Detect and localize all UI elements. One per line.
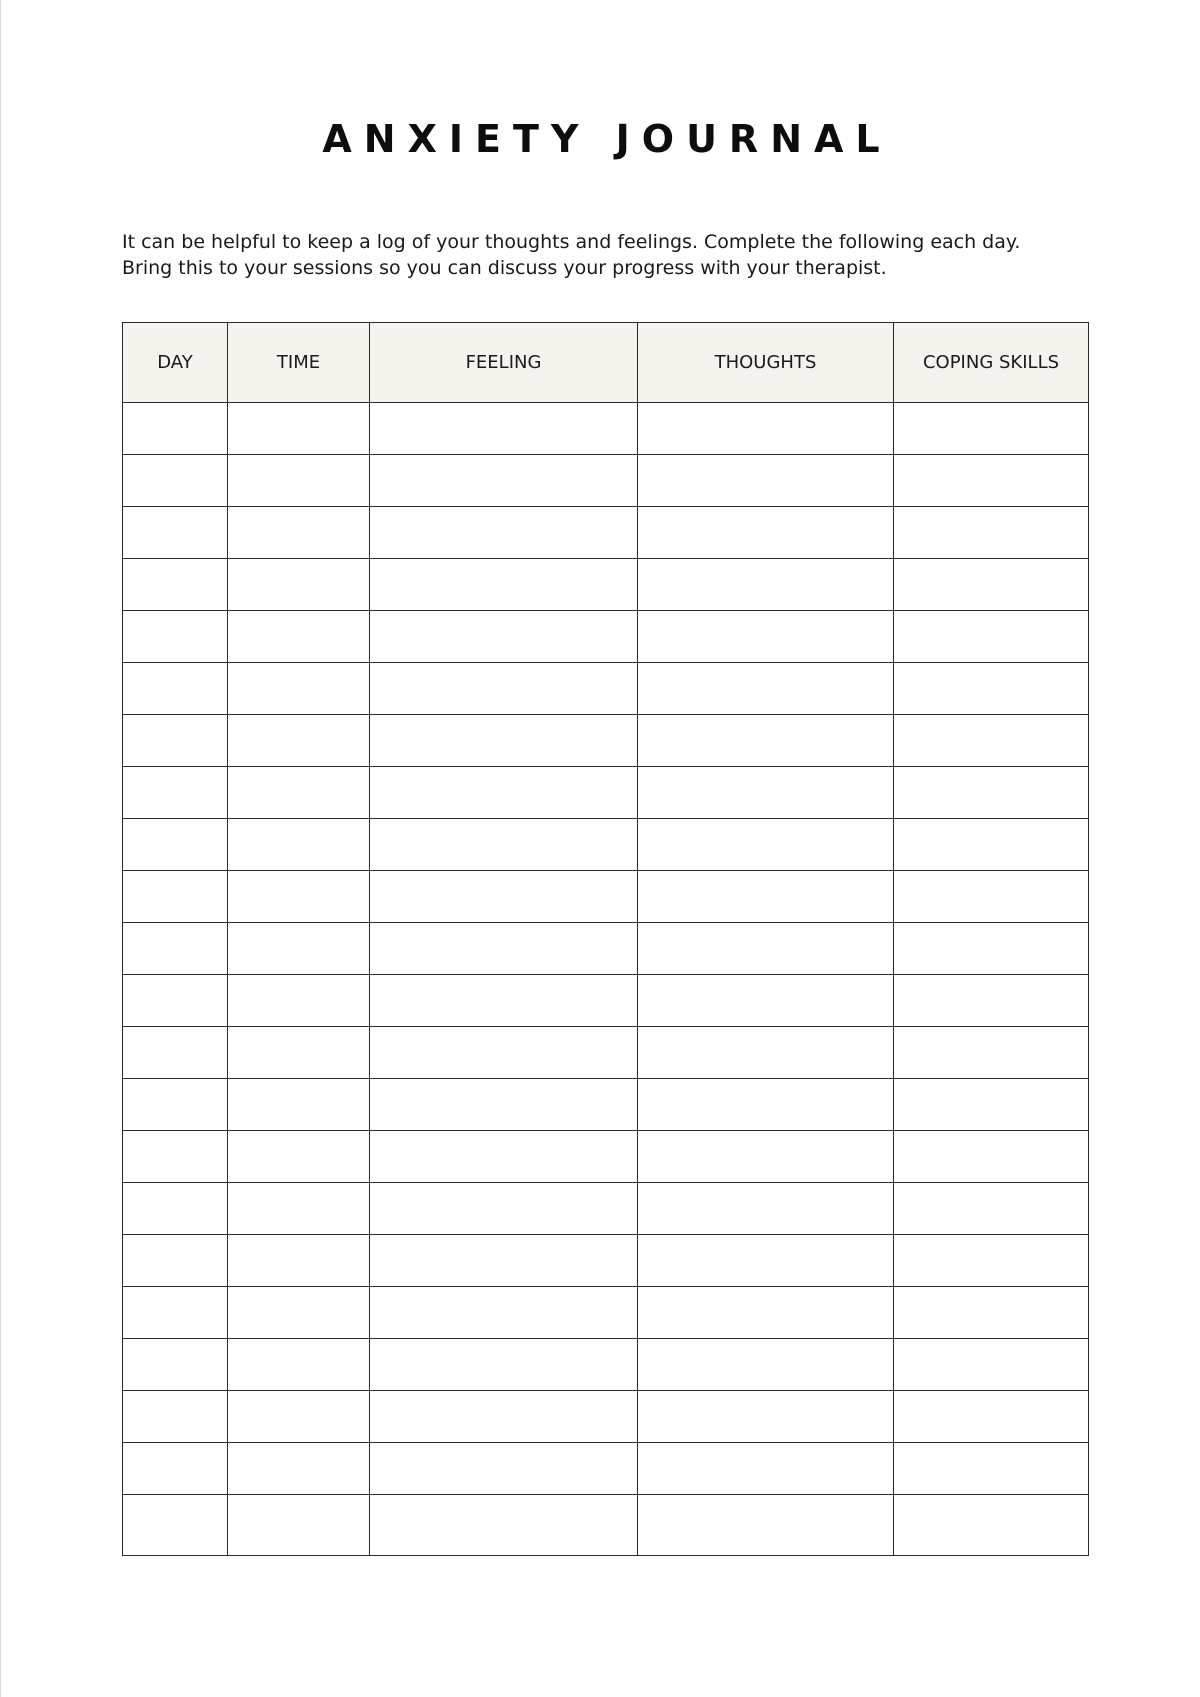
entry-cell-time[interactable] xyxy=(228,611,370,663)
entry-cell-day[interactable] xyxy=(123,1079,228,1131)
entry-cell-coping-skills[interactable] xyxy=(894,1235,1089,1287)
entry-cell-thoughts[interactable] xyxy=(638,767,894,819)
entry-cell-time[interactable] xyxy=(228,1183,370,1235)
table-row xyxy=(123,1131,1089,1183)
entry-cell-time[interactable] xyxy=(228,819,370,871)
entry-cell-feeling[interactable] xyxy=(370,611,638,663)
entry-cell-feeling[interactable] xyxy=(370,715,638,767)
entry-cell-thoughts[interactable] xyxy=(638,1079,894,1131)
entry-cell-thoughts[interactable] xyxy=(638,819,894,871)
journal-table xyxy=(122,322,1089,1556)
entry-cell-coping-skills[interactable] xyxy=(894,1079,1089,1131)
entry-cell-thoughts[interactable] xyxy=(638,1287,894,1339)
entry-cell-coping-skills[interactable] xyxy=(894,663,1089,715)
entry-cell-day[interactable] xyxy=(123,559,228,611)
entry-cell-coping-skills[interactable] xyxy=(894,975,1089,1027)
journal-table-body xyxy=(123,403,1089,1556)
entry-cell-time[interactable] xyxy=(228,455,370,507)
entry-cell-coping-skills[interactable] xyxy=(894,403,1089,455)
intro-line: Bring this to your sessions so you can discuss your progress with your therapist. xyxy=(122,257,887,279)
entry-cell-feeling[interactable] xyxy=(370,663,638,715)
entry-cell-time[interactable] xyxy=(228,1079,370,1131)
table-row xyxy=(123,871,1089,923)
entry-cell-day[interactable] xyxy=(123,1391,228,1443)
table-row xyxy=(123,1079,1089,1131)
table-row xyxy=(123,1391,1089,1443)
entry-cell-day[interactable] xyxy=(123,975,228,1027)
entry-cell-feeling[interactable] xyxy=(370,455,638,507)
entry-cell-feeling[interactable] xyxy=(370,1443,638,1495)
entry-cell-coping-skills[interactable] xyxy=(894,1339,1089,1391)
entry-cell-coping-skills[interactable] xyxy=(894,1391,1089,1443)
entry-cell-time[interactable] xyxy=(228,1495,370,1556)
entry-cell-day[interactable] xyxy=(123,767,228,819)
entry-cell-thoughts[interactable] xyxy=(638,507,894,559)
table-row xyxy=(123,663,1089,715)
entry-cell-day[interactable] xyxy=(123,611,228,663)
entry-cell-coping-skills[interactable] xyxy=(894,559,1089,611)
entry-cell-coping-skills[interactable] xyxy=(894,1495,1089,1556)
entry-cell-time[interactable] xyxy=(228,403,370,455)
entry-cell-feeling[interactable] xyxy=(370,1235,638,1287)
column-header-coping-skills: COPING SKILLS xyxy=(894,323,1089,403)
table-row xyxy=(123,403,1089,455)
entry-cell-feeling[interactable] xyxy=(370,1495,638,1556)
entry-cell-feeling[interactable] xyxy=(370,1287,638,1339)
entry-cell-coping-skills[interactable] xyxy=(894,871,1089,923)
table-row xyxy=(123,715,1089,767)
entry-cell-time[interactable] xyxy=(228,871,370,923)
entry-cell-thoughts[interactable] xyxy=(638,455,894,507)
entry-cell-thoughts[interactable] xyxy=(638,975,894,1027)
entry-cell-time[interactable] xyxy=(228,507,370,559)
entry-cell-feeling[interactable] xyxy=(370,403,638,455)
entry-cell-feeling[interactable] xyxy=(370,767,638,819)
table-row xyxy=(123,1287,1089,1339)
entry-cell-day[interactable] xyxy=(123,663,228,715)
entry-cell-thoughts[interactable] xyxy=(638,559,894,611)
entry-cell-thoughts[interactable] xyxy=(638,403,894,455)
entry-cell-thoughts[interactable] xyxy=(638,715,894,767)
entry-cell-day[interactable] xyxy=(123,1183,228,1235)
entry-cell-feeling[interactable] xyxy=(370,871,638,923)
entry-cell-day[interactable] xyxy=(123,455,228,507)
entry-cell-day[interactable] xyxy=(123,1443,228,1495)
entry-cell-time[interactable] xyxy=(228,1235,370,1287)
entry-cell-time[interactable] xyxy=(228,559,370,611)
entry-cell-thoughts[interactable] xyxy=(638,1235,894,1287)
table-row xyxy=(123,975,1089,1027)
table-row xyxy=(123,559,1089,611)
table-row xyxy=(123,1183,1089,1235)
entry-cell-time[interactable] xyxy=(228,663,370,715)
entry-cell-feeling[interactable] xyxy=(370,559,638,611)
entry-cell-day[interactable] xyxy=(123,507,228,559)
entry-cell-feeling[interactable] xyxy=(370,1183,638,1235)
entry-cell-thoughts[interactable] xyxy=(638,923,894,975)
entry-cell-day[interactable] xyxy=(123,819,228,871)
entry-cell-day[interactable] xyxy=(123,1027,228,1079)
entry-cell-feeling[interactable] xyxy=(370,819,638,871)
table-row xyxy=(123,1443,1089,1495)
table-row xyxy=(123,1027,1089,1079)
entry-cell-day[interactable] xyxy=(123,1495,228,1556)
table-row xyxy=(123,507,1089,559)
table-row xyxy=(123,1339,1089,1391)
table-row xyxy=(123,1495,1089,1556)
entry-cell-time[interactable] xyxy=(228,923,370,975)
entry-cell-time[interactable] xyxy=(228,1131,370,1183)
entry-cell-thoughts[interactable] xyxy=(638,1391,894,1443)
entry-cell-coping-skills[interactable] xyxy=(894,1183,1089,1235)
entry-cell-feeling[interactable] xyxy=(370,923,638,975)
entry-cell-thoughts[interactable] xyxy=(638,1443,894,1495)
entry-cell-coping-skills[interactable] xyxy=(894,455,1089,507)
entry-cell-day[interactable] xyxy=(123,1131,228,1183)
entry-cell-feeling[interactable] xyxy=(370,1131,638,1183)
entry-cell-coping-skills[interactable] xyxy=(894,1131,1089,1183)
intro-text xyxy=(122,229,1102,281)
entry-cell-feeling[interactable] xyxy=(370,1391,638,1443)
entry-cell-thoughts[interactable] xyxy=(638,1027,894,1079)
entry-cell-feeling[interactable] xyxy=(370,975,638,1027)
intro-line: It can be helpful to keep a log of your thoughts and feelings. Complete the following each day. xyxy=(122,231,1021,253)
entry-cell-time[interactable] xyxy=(228,1391,370,1443)
table-row xyxy=(123,819,1089,871)
entry-cell-thoughts[interactable] xyxy=(638,663,894,715)
table-row xyxy=(123,767,1089,819)
entry-cell-coping-skills[interactable] xyxy=(894,611,1089,663)
entry-cell-time[interactable] xyxy=(228,1443,370,1495)
entry-cell-thoughts[interactable] xyxy=(638,1183,894,1235)
entry-cell-coping-skills[interactable] xyxy=(894,767,1089,819)
entry-cell-thoughts[interactable] xyxy=(638,871,894,923)
column-header-feeling: FEELING xyxy=(370,323,638,403)
entry-cell-day[interactable] xyxy=(123,1235,228,1287)
entry-cell-day[interactable] xyxy=(123,923,228,975)
column-header-thoughts: THOUGHTS xyxy=(638,323,894,403)
entry-cell-time[interactable] xyxy=(228,767,370,819)
table-row xyxy=(123,455,1089,507)
entry-cell-time[interactable] xyxy=(228,1287,370,1339)
entry-cell-time[interactable] xyxy=(228,715,370,767)
entry-cell-feeling[interactable] xyxy=(370,507,638,559)
entry-cell-day[interactable] xyxy=(123,715,228,767)
entry-cell-coping-skills[interactable] xyxy=(894,507,1089,559)
entry-cell-feeling[interactable] xyxy=(370,1339,638,1391)
entry-cell-coping-skills[interactable] xyxy=(894,1443,1089,1495)
table-row xyxy=(123,611,1089,663)
entry-cell-thoughts[interactable] xyxy=(638,611,894,663)
entry-cell-coping-skills[interactable] xyxy=(894,715,1089,767)
table-row xyxy=(123,1235,1089,1287)
entry-cell-feeling[interactable] xyxy=(370,1027,638,1079)
entry-cell-feeling[interactable] xyxy=(370,1079,638,1131)
entry-cell-coping-skills[interactable] xyxy=(894,819,1089,871)
entry-cell-thoughts[interactable] xyxy=(638,1495,894,1556)
entry-cell-day[interactable] xyxy=(123,403,228,455)
entry-cell-day[interactable] xyxy=(123,1287,228,1339)
column-header-day: DAY xyxy=(123,323,228,403)
entry-cell-coping-skills[interactable] xyxy=(894,923,1089,975)
entry-cell-coping-skills[interactable] xyxy=(894,1027,1089,1079)
column-header-time: TIME xyxy=(228,323,370,403)
entry-cell-time[interactable] xyxy=(228,1339,370,1391)
page-title: ANXIETY JOURNAL xyxy=(322,117,892,161)
entry-cell-time[interactable] xyxy=(228,1027,370,1079)
entry-cell-coping-skills[interactable] xyxy=(894,1287,1089,1339)
table-header-row xyxy=(123,323,1089,403)
entry-cell-thoughts[interactable] xyxy=(638,1131,894,1183)
entry-cell-day[interactable] xyxy=(123,1339,228,1391)
table-row xyxy=(123,923,1089,975)
entry-cell-time[interactable] xyxy=(228,975,370,1027)
entry-cell-thoughts[interactable] xyxy=(638,1339,894,1391)
entry-cell-day[interactable] xyxy=(123,871,228,923)
